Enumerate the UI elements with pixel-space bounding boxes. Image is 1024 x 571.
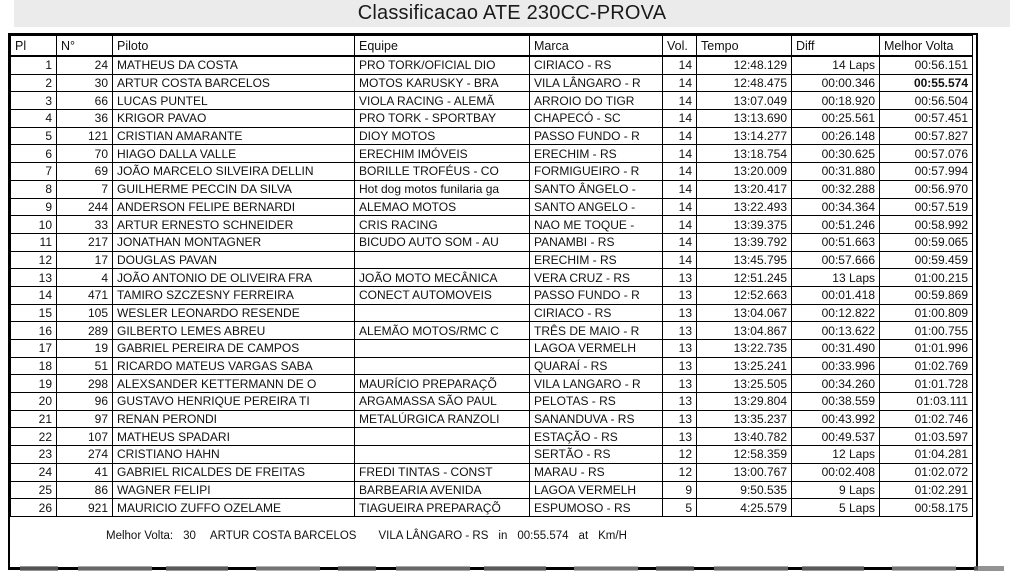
cell-num: 69 (57, 163, 113, 181)
cell-equipe: ERECHIM IMÓVEIS (355, 145, 530, 163)
cell-diff: 00:30.625 (792, 145, 880, 163)
cell-piloto: ARTUR COSTA BARCELOS (113, 74, 355, 92)
cell-piloto: GUILHERME PECCIN DA SILVA (113, 180, 355, 198)
cell-num: 36 (57, 110, 113, 128)
page-title: Classificacao ATE 230CC-PROVA (357, 2, 667, 24)
next-page-cutoff-artifact (20, 566, 1004, 571)
cell-num: 17 (57, 251, 113, 269)
cell-diff: 00:33.996 (792, 357, 880, 375)
cell-diff: 00:18.920 (792, 92, 880, 110)
cell-melhor: 01:00.215 (880, 269, 973, 287)
cell-tempo: 12:48.129 (697, 56, 792, 74)
cell-num: 96 (57, 393, 113, 411)
cell-num: 41 (57, 463, 113, 481)
cell-pl: 24 (11, 463, 57, 481)
cell-marca: LAGOA VERMELH (530, 340, 663, 358)
cell-num: 107 (57, 428, 113, 446)
cell-piloto: RENAN PERONDI (113, 410, 355, 428)
cell-piloto: GABRIEL RICALDES DE FREITAS (113, 463, 355, 481)
cell-melhor: 00:56.504 (880, 92, 973, 110)
table-row (11, 340, 973, 358)
cell-pl: 21 (11, 410, 57, 428)
header-marca: Marca (530, 36, 663, 57)
cell-melhor: 00:57.451 (880, 110, 973, 128)
cell-piloto: DOUGLAS PAVAN (113, 251, 355, 269)
cell-marca: PASSO FUNDO - R (530, 286, 663, 304)
cell-diff: 00:51.663 (792, 233, 880, 251)
cell-tempo: 13:04.067 (697, 304, 792, 322)
cell-num: 33 (57, 216, 113, 234)
cell-tempo: 13:40.782 (697, 428, 792, 446)
header-diff: Diff (792, 36, 880, 57)
cell-diff: 13 Laps (792, 269, 880, 287)
cell-equipe: ARGAMASSA SÃO PAUL (355, 393, 530, 411)
header-row (11, 36, 973, 57)
cell-diff: 12 Laps (792, 446, 880, 464)
header-tempo: Tempo (697, 36, 792, 57)
cell-vol: 13 (663, 375, 697, 393)
cell-marca: SANANDUVA - RS (530, 410, 663, 428)
cell-tempo: 12:48.475 (697, 74, 792, 92)
best-lap-number: 30 (183, 529, 196, 542)
cell-pl: 7 (11, 163, 57, 181)
cell-pl: 19 (11, 375, 57, 393)
cell-tempo: 12:58.359 (697, 446, 792, 464)
header-pl: Pl (11, 36, 57, 57)
cell-marca: TRÊS DE MAIO - R (530, 322, 663, 340)
cell-pl: 11 (11, 233, 57, 251)
cell-vol: 5 (663, 499, 697, 517)
cell-melhor: 01:02.746 (880, 410, 973, 428)
cell-tempo: 13:18.754 (697, 145, 792, 163)
cell-pl: 3 (11, 92, 57, 110)
cell-melhor: 01:00.755 (880, 322, 973, 340)
cell-vol: 14 (663, 56, 697, 74)
cell-piloto: CRISTIANO HAHN (113, 446, 355, 464)
cell-equipe: Hot dog motos funilaria ga (355, 180, 530, 198)
best-lap-unit: Km/H (598, 529, 627, 542)
cell-marca: PANAMBI - RS (530, 233, 663, 251)
table-row (11, 233, 973, 251)
cell-melhor: 00:55.574 (880, 74, 973, 92)
cell-diff: 00:32.288 (792, 180, 880, 198)
cell-piloto: GUSTAVO HENRIQUE PEREIRA TI (113, 393, 355, 411)
cell-vol: 14 (663, 74, 697, 92)
cell-diff: 00:31.490 (792, 340, 880, 358)
cell-tempo: 13:39.375 (697, 216, 792, 234)
cell-melhor: 00:57.827 (880, 127, 973, 145)
cell-piloto: CRISTIAN AMARANTE (113, 127, 355, 145)
cell-num: 86 (57, 481, 113, 499)
cell-melhor: 00:57.994 (880, 163, 973, 181)
cell-vol: 13 (663, 286, 697, 304)
cell-vol: 14 (663, 233, 697, 251)
cell-tempo: 9:50.535 (697, 481, 792, 499)
cell-diff: 5 Laps (792, 499, 880, 517)
cell-equipe: CONECT AUTOMOVEIS (355, 286, 530, 304)
cell-equipe: TIAGUEIRA PREPARAÇÕ (355, 499, 530, 517)
cell-marca: ARROIO DO TIGR (530, 92, 663, 110)
cell-melhor: 01:00.809 (880, 304, 973, 322)
cell-equipe: MAURÍCIO PREPARAÇÕ (355, 375, 530, 393)
cell-diff: 00:38.559 (792, 393, 880, 411)
cell-diff: 00:51.246 (792, 216, 880, 234)
table-row (11, 499, 973, 517)
table-row (11, 463, 973, 481)
cell-marca: CHAPECÓ - SC (530, 110, 663, 128)
cell-equipe (355, 251, 530, 269)
cell-melhor: 00:58.992 (880, 216, 973, 234)
cell-melhor: 01:04.281 (880, 446, 973, 464)
cell-num: 274 (57, 446, 113, 464)
cell-num: 4 (57, 269, 113, 287)
cell-piloto: JONATHAN MONTAGNER (113, 233, 355, 251)
cell-vol: 14 (663, 127, 697, 145)
cell-equipe: PRO TORK/OFICIAL DIO (355, 56, 530, 74)
cell-piloto: TAMIRO SZCZESNY FERREIRA (113, 286, 355, 304)
cell-equipe (355, 446, 530, 464)
cell-vol: 14 (663, 163, 697, 181)
cell-marca: MARAU - RS (530, 463, 663, 481)
best-lap-summary (10, 517, 976, 567)
cell-num: 19 (57, 340, 113, 358)
cell-marca: ERECHIM - RS (530, 251, 663, 269)
table-row (11, 410, 973, 428)
cell-num: 70 (57, 145, 113, 163)
table-row (11, 198, 973, 216)
cell-equipe: MOTOS KARUSKY - BRA (355, 74, 530, 92)
cell-marca: QUARAÍ - RS (530, 357, 663, 375)
cell-piloto: GILBERTO LEMES ABREU (113, 322, 355, 340)
header-equipe: Equipe (355, 36, 530, 57)
cell-piloto: ALEXSANDER KETTERMANN DE O (113, 375, 355, 393)
cell-melhor: 01:02.291 (880, 481, 973, 499)
cell-tempo: 13:25.241 (697, 357, 792, 375)
cell-melhor: 00:59.459 (880, 251, 973, 269)
cell-pl: 1 (11, 56, 57, 74)
cell-vol: 14 (663, 110, 697, 128)
cell-diff: 00:25.561 (792, 110, 880, 128)
cell-piloto: GABRIEL PEREIRA DE CAMPOS (113, 340, 355, 358)
header-vol: Vol. (663, 36, 697, 57)
table-row (11, 481, 973, 499)
cell-pl: 25 (11, 481, 57, 499)
cell-marca: ESTAÇÃO - RS (530, 428, 663, 446)
cell-marca: ESPUMOSO - RS (530, 499, 663, 517)
table-row (11, 110, 973, 128)
cell-tempo: 4:25.579 (697, 499, 792, 517)
cell-marca: SANTO ANGELO - (530, 198, 663, 216)
cell-pl: 2 (11, 74, 57, 92)
best-lap-location: VILA LÂNGARO - RS (378, 529, 489, 542)
cell-melhor: 00:59.065 (880, 233, 973, 251)
table-row (11, 375, 973, 393)
cell-equipe: VIOLA RACING - ALEMÃ (355, 92, 530, 110)
cell-vol: 13 (663, 304, 697, 322)
cell-pl: 13 (11, 269, 57, 287)
cell-vol: 13 (663, 410, 697, 428)
cell-equipe: BARBEARIA AVENIDA (355, 481, 530, 499)
cell-vol: 14 (663, 180, 697, 198)
cell-diff: 00:02.408 (792, 463, 880, 481)
cell-tempo: 13:35.237 (697, 410, 792, 428)
cell-marca: VILA LANGARO - R (530, 375, 663, 393)
results-table (10, 35, 973, 517)
cell-equipe (355, 428, 530, 446)
cell-equipe: PRO TORK - SPORTBAY (355, 110, 530, 128)
results-header (11, 36, 973, 57)
cell-diff: 00:26.148 (792, 127, 880, 145)
cell-num: 30 (57, 74, 113, 92)
cell-equipe (355, 340, 530, 358)
cell-equipe (355, 357, 530, 375)
cell-vol: 14 (663, 145, 697, 163)
table-row (11, 393, 973, 411)
cell-num: 298 (57, 375, 113, 393)
cell-pl: 12 (11, 251, 57, 269)
cell-melhor: 01:03.597 (880, 428, 973, 446)
cell-melhor: 01:02.072 (880, 463, 973, 481)
cell-pl: 23 (11, 446, 57, 464)
cell-tempo: 13:14.277 (697, 127, 792, 145)
cell-piloto: MATHEUS DA COSTA (113, 56, 355, 74)
table-row (11, 163, 973, 181)
cell-num: 7 (57, 180, 113, 198)
cell-diff: 00:00.346 (792, 74, 880, 92)
header-melhor-volta: Melhor Volta (880, 36, 973, 57)
best-lap-time: 00:55.574 (517, 529, 569, 542)
cell-vol: 13 (663, 269, 697, 287)
cell-pl: 26 (11, 499, 57, 517)
cell-melhor: 01:01.728 (880, 375, 973, 393)
cell-melhor: 01:02.769 (880, 357, 973, 375)
cell-tempo: 13:45.795 (697, 251, 792, 269)
cell-pl: 5 (11, 127, 57, 145)
cell-tempo: 13:20.009 (697, 163, 792, 181)
cell-equipe: DIOY MOTOS (355, 127, 530, 145)
cell-vol: 9 (663, 481, 697, 499)
cell-tempo: 13:20.417 (697, 180, 792, 198)
cell-diff: 9 Laps (792, 481, 880, 499)
table-row (11, 269, 973, 287)
best-lap-pilot: ARTUR COSTA BARCELOS (209, 529, 357, 542)
cell-marca: VILA LÂNGARO - R (530, 74, 663, 92)
cell-marca: PELOTAS - RS (530, 393, 663, 411)
table-row (11, 145, 973, 163)
cell-diff: 00:57.666 (792, 251, 880, 269)
cell-vol: 13 (663, 322, 697, 340)
cell-pl: 18 (11, 357, 57, 375)
cell-tempo: 13:39.792 (697, 233, 792, 251)
cell-equipe: METALÚRGICA RANZOLI (355, 410, 530, 428)
cell-pl: 16 (11, 322, 57, 340)
cell-tempo: 13:07.049 (697, 92, 792, 110)
cell-pl: 10 (11, 216, 57, 234)
cell-marca: PASSO FUNDO - R (530, 127, 663, 145)
cell-piloto: HIAGO DALLA VALLE (113, 145, 355, 163)
cell-marca: SERTÃO - RS (530, 446, 663, 464)
cell-tempo: 12:52.663 (697, 286, 792, 304)
best-lap-label: Melhor Volta: (106, 529, 174, 542)
header-piloto: Piloto (113, 36, 355, 57)
results-body (11, 56, 973, 516)
cell-pl: 4 (11, 110, 57, 128)
cell-piloto: KRIGOR PAVAO (113, 110, 355, 128)
cell-piloto: JOÃO ANTONIO DE OLIVEIRA FRA (113, 269, 355, 287)
cell-vol: 13 (663, 357, 697, 375)
cell-piloto: LUCAS PUNTEL (113, 92, 355, 110)
table-row (11, 251, 973, 269)
cell-melhor: 01:01.996 (880, 340, 973, 358)
cell-diff: 00:49.537 (792, 428, 880, 446)
cell-num: 121 (57, 127, 113, 145)
cell-diff: 00:01.418 (792, 286, 880, 304)
cell-vol: 12 (663, 446, 697, 464)
cell-melhor: 00:57.076 (880, 145, 973, 163)
results-table-container (8, 33, 978, 570)
cell-piloto: ARTUR ERNESTO SCHNEIDER (113, 216, 355, 234)
cell-diff: 00:34.364 (792, 198, 880, 216)
table-row (11, 127, 973, 145)
table-row (11, 92, 973, 110)
cell-tempo: 13:04.867 (697, 322, 792, 340)
cell-marca: SANTO ÂNGELO - (530, 180, 663, 198)
table-row (11, 74, 973, 92)
cell-pl: 9 (11, 198, 57, 216)
cell-equipe: BORILLE TROFÉUS - CO (355, 163, 530, 181)
header-num: N° (57, 36, 113, 57)
cell-piloto: WAGNER FELIPI (113, 481, 355, 499)
cell-marca: VERA CRUZ - RS (530, 269, 663, 287)
cell-piloto: MATHEUS SPADARI (113, 428, 355, 446)
cell-piloto: ANDERSON FELIPE BERNARDI (113, 198, 355, 216)
cell-melhor: 00:59.869 (880, 286, 973, 304)
cell-vol: 14 (663, 216, 697, 234)
cell-vol: 13 (663, 340, 697, 358)
cell-num: 217 (57, 233, 113, 251)
cell-diff: 00:34.260 (792, 375, 880, 393)
cell-num: 105 (57, 304, 113, 322)
cell-piloto: MAURICIO ZUFFO OZELAME (113, 499, 355, 517)
cell-num: 24 (57, 56, 113, 74)
cell-tempo: 13:25.505 (697, 375, 792, 393)
cell-vol: 14 (663, 251, 697, 269)
cell-melhor: 00:58.175 (880, 499, 973, 517)
cell-pl: 15 (11, 304, 57, 322)
cell-piloto: RICARDO MATEUS VARGAS SABA (113, 357, 355, 375)
cell-melhor: 00:56.151 (880, 56, 973, 74)
cell-num: 51 (57, 357, 113, 375)
table-row (11, 357, 973, 375)
cell-num: 66 (57, 92, 113, 110)
cell-vol: 12 (663, 463, 697, 481)
cell-diff: 00:31.880 (792, 163, 880, 181)
cell-melhor: 01:03.111 (880, 393, 973, 411)
cell-equipe: ALEMÃO MOTOS/RMC C (355, 322, 530, 340)
cell-marca: CIRIACO - RS (530, 304, 663, 322)
cell-num: 921 (57, 499, 113, 517)
cell-marca: FORMIGUEIRO - R (530, 163, 663, 181)
cell-pl: 22 (11, 428, 57, 446)
cell-marca: CIRIACO - RS (530, 56, 663, 74)
cell-vol: 13 (663, 393, 697, 411)
table-row (11, 322, 973, 340)
cell-marca: LAGOA VERMELH (530, 481, 663, 499)
table-row (11, 304, 973, 322)
cell-equipe: CRIS RACING (355, 216, 530, 234)
cell-num: 97 (57, 410, 113, 428)
cell-piloto: JOÃO MARCELO SILVEIRA DELLIN (113, 163, 355, 181)
cell-equipe: BICUDO AUTO SOM - AU (355, 233, 530, 251)
cell-num: 289 (57, 322, 113, 340)
cell-piloto: WESLER LEONARDO RESENDE (113, 304, 355, 322)
cell-vol: 14 (663, 92, 697, 110)
title-band (14, 0, 1010, 27)
best-lap-in: in (498, 529, 508, 542)
cell-diff: 00:43.992 (792, 410, 880, 428)
cell-diff: 00:12.822 (792, 304, 880, 322)
cell-vol: 13 (663, 428, 697, 446)
table-row (11, 216, 973, 234)
cell-vol: 14 (663, 198, 697, 216)
best-lap-at: at (578, 529, 589, 542)
cell-tempo: 13:13.690 (697, 110, 792, 128)
cell-equipe (355, 304, 530, 322)
table-row (11, 428, 973, 446)
cell-pl: 17 (11, 340, 57, 358)
table-row (11, 180, 973, 198)
table-row (11, 286, 973, 304)
cell-pl: 6 (11, 145, 57, 163)
cell-diff: 14 Laps (792, 56, 880, 74)
cell-melhor: 00:56.970 (880, 180, 973, 198)
table-row (11, 446, 973, 464)
cell-tempo: 13:00.767 (697, 463, 792, 481)
cell-pl: 20 (11, 393, 57, 411)
cell-tempo: 13:22.493 (697, 198, 792, 216)
cell-num: 244 (57, 198, 113, 216)
cell-pl: 14 (11, 286, 57, 304)
cell-tempo: 12:51.245 (697, 269, 792, 287)
table-row (11, 56, 973, 74)
cell-num: 471 (57, 286, 113, 304)
cell-equipe: ALEMAO MOTOS (355, 198, 530, 216)
cell-equipe: JOÃO MOTO MECÂNICA (355, 269, 530, 287)
cell-equipe: FREDI TINTAS - CONST (355, 463, 530, 481)
cell-melhor: 00:57.519 (880, 198, 973, 216)
cell-diff: 00:13.622 (792, 322, 880, 340)
cell-tempo: 13:29.804 (697, 393, 792, 411)
cell-marca: ERECHIM - RS (530, 145, 663, 163)
cell-pl: 8 (11, 180, 57, 198)
cell-tempo: 13:22.735 (697, 340, 792, 358)
cell-marca: NAO ME TOQUE - (530, 216, 663, 234)
